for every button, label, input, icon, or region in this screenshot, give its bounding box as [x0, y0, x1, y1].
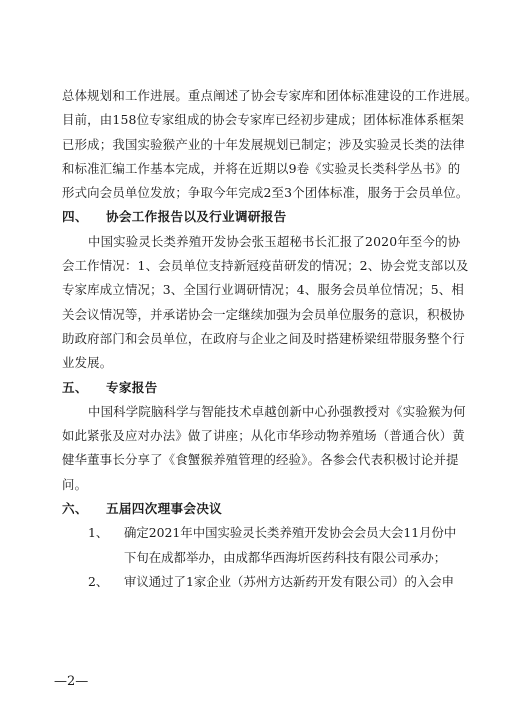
- section-title: 协会工作报告以及行业调研报告: [106, 209, 287, 225]
- item-text: 审议通过了1家企业（苏州方达新药开发有限公司）的入会申: [124, 573, 455, 589]
- text-line: 专家库成立情况；3、全国行业调研情况；4、服务会员单位情况；5、相: [62, 282, 464, 298]
- section-heading-6: [62, 497, 452, 521]
- text-line: 如此紧张及应对办法》做了讲座；从化市华珍动物养殖场（普通合伙）黄: [62, 428, 465, 444]
- section-title: 五届四次理事会决议: [106, 501, 223, 517]
- text-line: 中国科学院脑科学与智能技术卓越创新中心孙强教授对《实验猴为何: [88, 403, 466, 419]
- document-body: [62, 84, 478, 594]
- text-line: 已形成；我国实验猴产业的十年发展规划已制定；涉及实验灵长类的法律: [62, 136, 465, 152]
- text-line: 形式向会员单位发放；争取今年完成2至3个团体标准，服务于会员单位。: [62, 185, 469, 201]
- text-line: 和标准汇编工作基本完成，并将在近期以9卷《实验灵长类科学丛书》的: [62, 160, 461, 176]
- item-number: 2、: [88, 573, 109, 589]
- item-text: 下旬在成都举办，由成都华西海圻医药科技有限公司承办；: [124, 549, 447, 565]
- item-number: 1、: [88, 525, 109, 541]
- resolution-item-1: [62, 521, 457, 570]
- section-heading-5: [62, 376, 452, 400]
- list-item-line: [62, 570, 455, 594]
- text-line: 关会议情况等，并承诺协会一定继续加强为会员单位服务的意识，积极协: [62, 306, 465, 322]
- section-number: 四、: [62, 209, 88, 225]
- section-number: 六、: [62, 501, 88, 517]
- paragraph-3: [62, 400, 466, 497]
- text-line: 会工作情况：1、会员单位支持新冠疫苗研发的情况；2、协会党支部以及: [62, 258, 469, 274]
- resolution-item-2: [62, 570, 455, 594]
- list-item-line: [62, 546, 452, 570]
- section-title: 专家报告: [106, 379, 158, 395]
- paragraph-1: [62, 84, 478, 205]
- text-line: 健华董事长分享了《食蟹猴养殖管理的经验》。各参会代表积极讨论并提: [62, 452, 459, 468]
- text-line: 总体规划和工作进展。重点阐述了协会专家库和团体标准建设的工作进展。: [62, 88, 478, 103]
- text-line: 助政府部门和会员单位，在政府与企业之间及时搭建桥梁纽带服务整个行: [62, 330, 465, 346]
- item-text: 确定2021年中国实验灵长类养殖开发协会会员大会11月份中: [124, 525, 457, 541]
- list-item-line: [62, 521, 457, 545]
- text-line: 目前，由158位专家组成的协会专家库已经初步建成；团体标准体系框架: [62, 112, 464, 128]
- text-line: 业发展。: [62, 355, 113, 371]
- section-heading-4: [62, 205, 452, 229]
- paragraph-2: [62, 230, 469, 376]
- page-number: —2—: [54, 674, 89, 689]
- text-line: 问。: [62, 476, 88, 492]
- text-line: 中国实验灵长类养殖开发协会张玉超秘书长汇报了2020年至今的协: [88, 233, 461, 249]
- section-number: 五、: [62, 379, 88, 395]
